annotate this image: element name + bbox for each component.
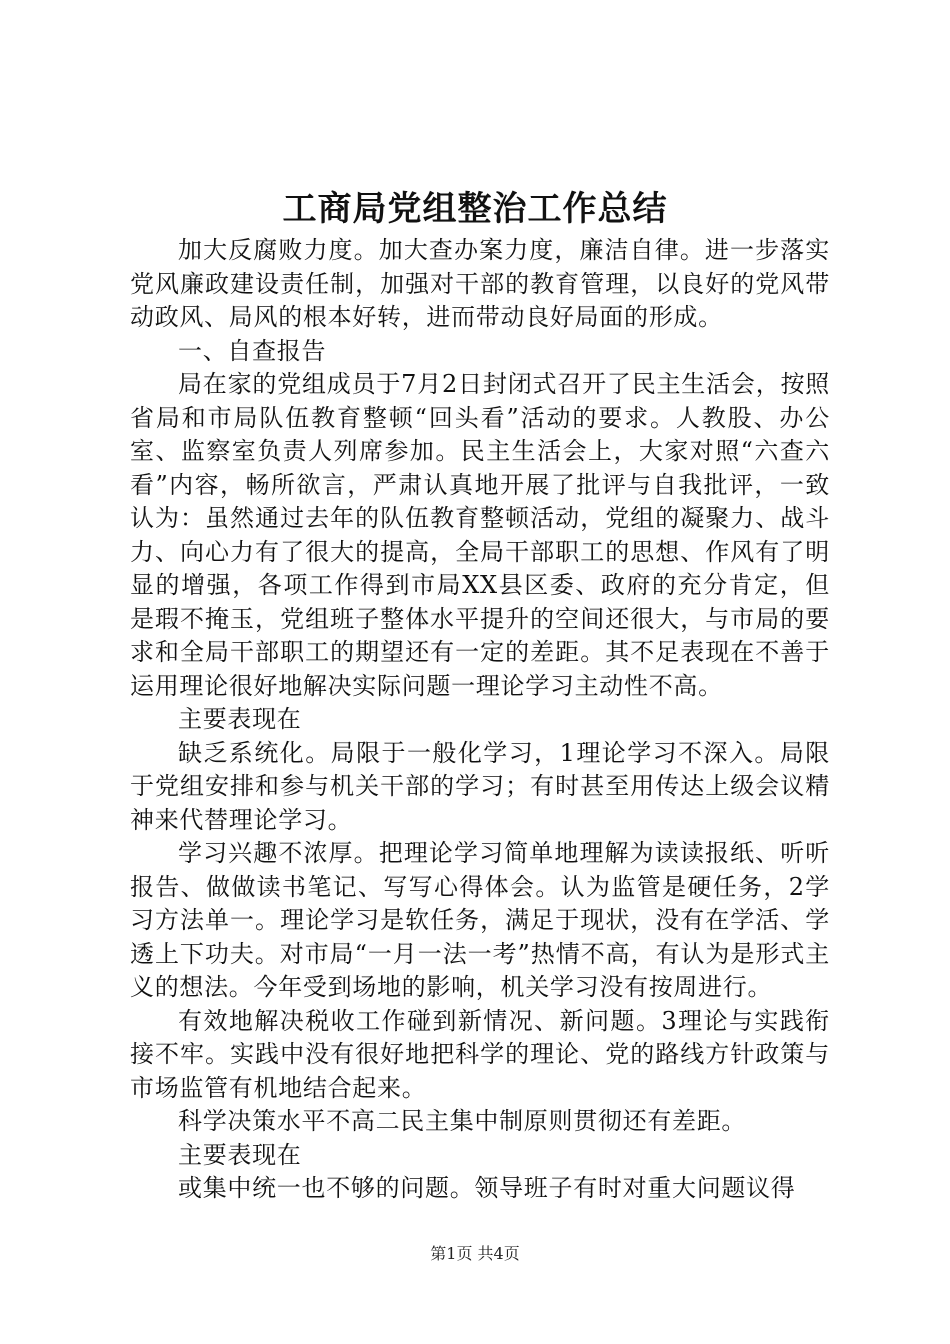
paragraph-point-2: 学习兴趣不浓厚。把理论学习简单地理解为读读报纸、听听报告、做做读书笔记、写写心得体会。认为监管是硬任务，2学习方法单一。理论学习是软任务，满足于现状，没有在学活、学透上下功夫。对市局“一月一法一考”热情不高，有认为是形式主义的想法。今年受到场地的影响，机关学习没有按周进行。 xyxy=(130,839,830,1001)
paragraph-self-check-report: 局在家的党组成员于7月2日封闭式召开了民主生活会，按照省局和市局队伍教育整顿“回头看”活动的要求。人教股、办公室、监察室负责人列席参加。民主生活会上，大家对照“六查六看”内容，畅所欲言，严肃认真地开展了批评与自我批评，一致认为：虽然通过去年的队伍教育整顿活动，党组的凝聚力、战斗力、向心力有了很大的提高，全局干部职工的思想、作风有了明显的增强，各项工作得到市局XX县区委、政府的充分肯定，但是瑕不掩玉，党组班子整体水平提升的空间还很大，与市局的要求和全局干部职工的期望还有一定的差距。其不足表现在不善于运用理论很好地解决实际问题一理论学习主动性不高。 xyxy=(130,370,830,700)
document-title: 工商局党组整治工作总结 xyxy=(282,189,668,229)
document-body xyxy=(130,234,830,1206)
paragraph-intro: 加大反腐败力度。加大查办案力度，廉洁自律。进一步落实党风廉政建设责任制，加强对干部的教育管理，以良好的党风带动政风、局风的根本好转，进而带动良好局面的形成。 xyxy=(130,236,830,331)
section-heading-self-check: 一、自查报告 xyxy=(178,336,327,365)
subheading-main-manifestations: 主要表现在 xyxy=(178,705,302,733)
paragraph-point-3: 有效地解决税收工作碰到新情况、新问题。3理论与实践衔接不牢。实践中没有很好地把科学的理论、党的路线方针政策与市场监管有机地结合起来。 xyxy=(130,1006,830,1102)
paragraph-point-1: 缺乏系统化。局限于一般化学习，1理论学习不深入。局限于党组安排和参与机关干部的学习；有时甚至用传达上级会议精神来代替理论学习。 xyxy=(130,738,830,834)
subheading-main-manifestations-2: 主要表现在 xyxy=(178,1140,302,1169)
paragraph-decision-making: 科学决策水平不高二民主集中制原则贯彻还有差距。 xyxy=(178,1107,747,1135)
paragraph-centralism: 或集中统一也不够的问题。领导班子有时对重大问题议得 xyxy=(178,1174,796,1202)
page-number-footer: 第1页 共4页 xyxy=(430,1244,520,1263)
